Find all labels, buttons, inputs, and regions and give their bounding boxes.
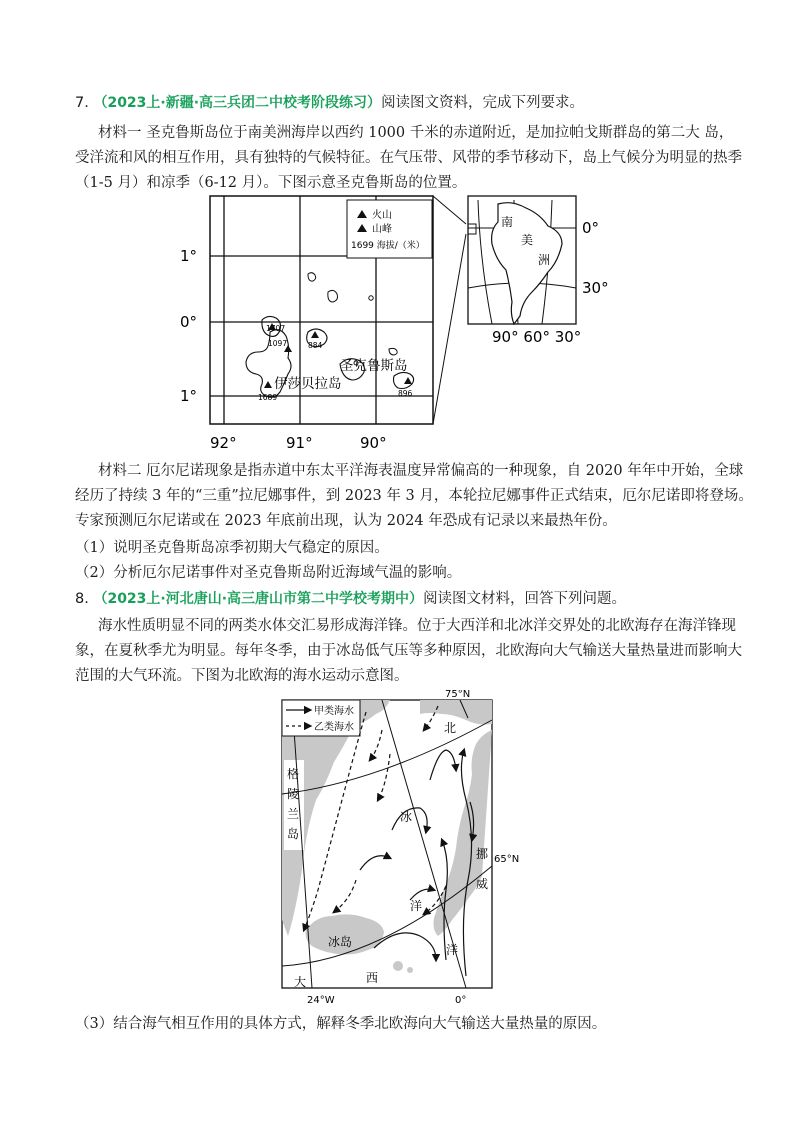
label-dao: 岛 [287,827,300,841]
lon-92: 92° [210,434,237,452]
label-ge: 格 [287,767,300,781]
elev-884: 884 [308,341,323,350]
q8-para-line1: 海水性质明显不同的两类水体交汇易形成海洋锋。位于大西洋和北冰洋交界处的北欧海存在海洋锋现 [98,618,736,634]
lat-0: 0° [180,313,198,331]
legend-water-b: 乙类海水 [314,722,354,733]
label-bing: 冰 [400,810,413,824]
q7-material2-line1: 材料二 厄尔尼诺现象是指赤道中东太平洋海表温度异常偏高的一种现象，自 2020 年年中开始，全球 [98,463,744,479]
lat-1n: 1° [180,247,198,265]
label-santa-cruz: 圣克鲁斯岛 [340,358,408,374]
q8-instruction: 阅读图文材料，回答下列问题。 [423,591,627,607]
elev-1689: 1689 [258,393,278,402]
q8-number: 8. [75,591,89,607]
elev-1707: 1707 [266,324,286,333]
q8-header [75,589,626,609]
label-yang-1: 洋 [410,899,423,913]
q7-header [75,93,584,113]
q8-source: （2023上·河北唐山·高三唐山市第二中学校考期中） [93,591,424,607]
q7-material1-line1: 材料一 圣克鲁斯岛位于南美洲海岸以西约 1000 千米的赤道附近，是加拉帕戈斯群岛的第二大 岛， [98,125,734,141]
inset-mei: 美 [521,233,534,247]
lon-0: 0° [455,995,467,1006]
q7-material2-line2: 经历了持续 3 年的“三重”拉尼娜事件，到 2023 年 3 月，本轮拉尼娜事件正式结束，厄尔尼诺即将登场。 [75,488,753,504]
q7-material2-line3: 专家预测厄尔尼诺或在 2023 年底前出现，认为 2024 年恐成有记录以来最热年份。 [75,513,617,529]
lon-91: 91° [286,434,313,452]
elev-896: 896 [398,389,413,398]
lon-24w: 24°W [307,995,335,1006]
lat-75n: 75°N [445,690,471,700]
elev-1097: 1097 [268,339,288,348]
q7-number: 7. [75,95,89,111]
q7-subquestion-2: （2）分析厄尔尼诺事件对圣克鲁斯岛附近海域气温的影响。 [75,565,462,581]
q8-para-line3: 范围的大气环流。下图为北欧海的海水运动示意图。 [75,668,409,684]
inset-lat-30: 30° [582,279,609,297]
santa-cruz-map [180,192,610,456]
label-iceland: 冰岛 [328,935,353,949]
q7-source: （2023上·新疆·高三兵团二中校考阶段练习） [93,95,382,111]
label-wei: 威 [476,877,489,891]
label-xi: 西 [366,971,379,985]
label-da: 大 [294,975,307,989]
legend-water-a: 甲类海水 [314,706,354,717]
label-lan: 兰 [287,807,300,821]
inset-lat-0: 0° [582,219,600,237]
legend-elevation: 1699 海拔/（米） [351,241,425,251]
q7-subquestion-1: （1）说明圣克鲁斯岛凉季初期大气稳定的原因。 [75,540,389,556]
q7-material1-line2: 受洋流和风的相互作用，具有独特的气候特征。在气压带、风带的季节移动下，岛上气候分为明显的热季 [75,150,742,166]
q8-subquestion-3: （3）结合海气相互作用的具体方式，解释冬季北欧海向大气输送大量热量的原因。 [75,1016,607,1032]
legend-volcano: 火山 [372,210,392,221]
q8-para-line2: 象，在夏秋季尤为明显。每年冬季，由于冰岛低气压等多种原因，北欧海向大气输送大量热量进而影响大 [75,643,742,659]
inset-zhou: 洲 [538,253,551,267]
q7-instruction: 阅读图文资料，完成下列要求。 [381,95,585,111]
label-isabela: 伊莎贝拉岛 [274,376,342,392]
inset-lon-labels: 90° 60° 30° [492,328,582,346]
lat-65n: 65°N [494,854,520,865]
label-ling: 陵 [287,787,300,801]
inset-nan: 南 [501,215,514,229]
label-bei: 北 [444,721,457,735]
nordic-seas-map [270,690,540,1008]
lon-90: 90° [360,434,387,452]
lat-1s: 1° [180,387,198,405]
legend-peak: 山峰 [372,224,392,235]
label-yang-2: 洋 [446,943,459,957]
q7-material1-line3: （1-5 月）和凉季（6-12 月）。下图示意圣克鲁斯岛的位置。 [75,175,467,191]
label-nuo: 挪 [476,847,489,861]
